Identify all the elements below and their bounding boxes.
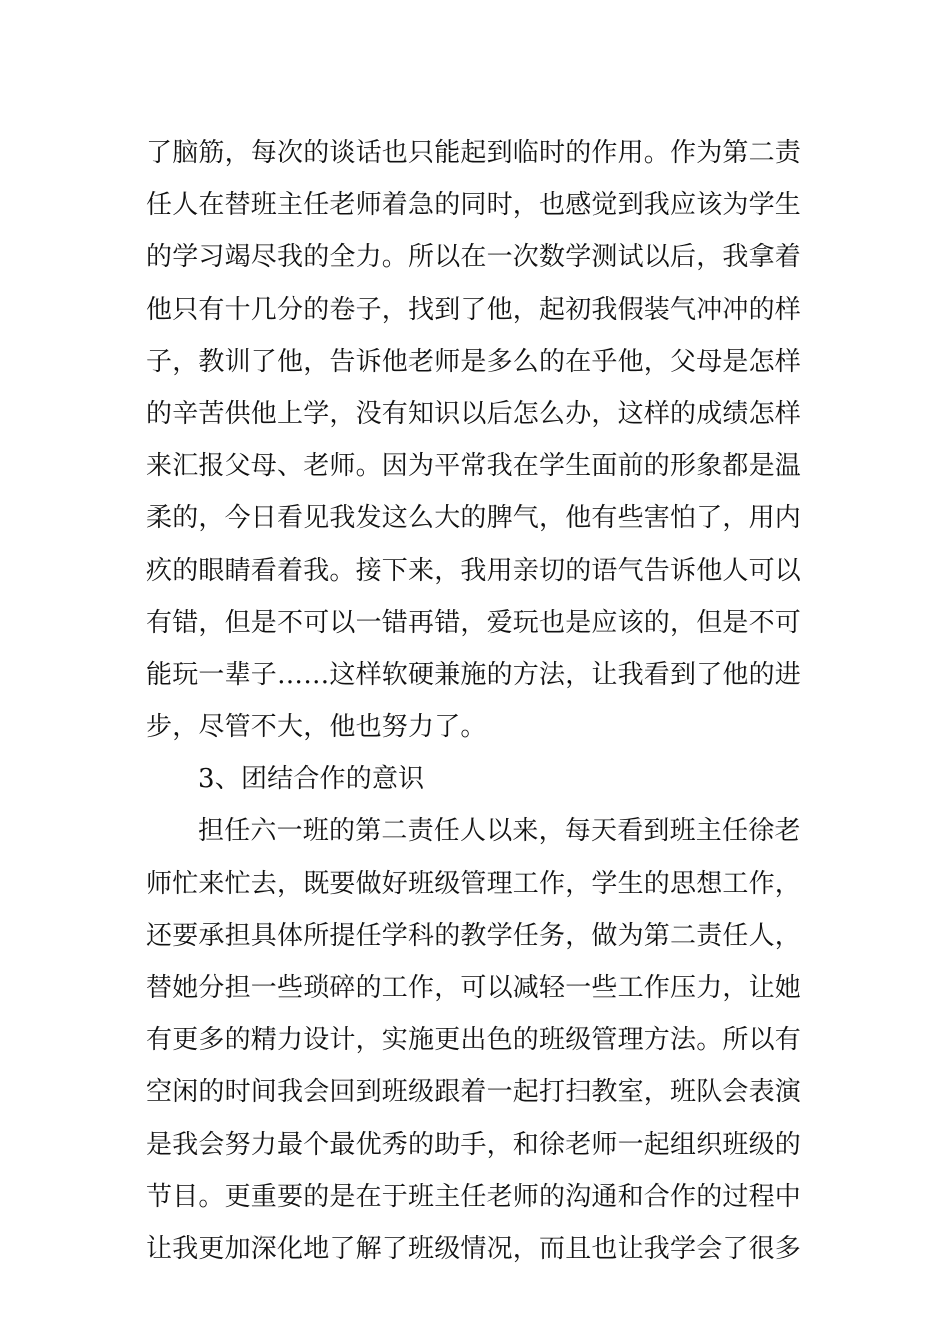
text-line: 让我更加深化地了解了班级情况，而且也让我学会了很多 — [146, 1233, 802, 1264]
section-heading: 3、团结合作的意识 — [198, 764, 425, 795]
text-line: 节目。更重要的是在于班主任老师的沟通和合作的过程中 — [146, 1181, 802, 1212]
text-line: 的辛苦供他上学，没有知识以后怎么办，这样的成绩怎样 — [146, 398, 802, 429]
text-line: 子，教训了他，告诉他老师是多么的在乎他，父母是怎样 — [146, 346, 802, 377]
text-line: 有错，但是不可以一错再错，爱玩也是应该的，但是不可 — [146, 607, 802, 638]
text-line: 空闲的时间我会回到班级跟着一起打扫教室，班队会表演 — [146, 1077, 802, 1108]
text-line: 还要承担具体所提任学科的教学任务，做为第二责任人， — [146, 920, 802, 951]
text-line: 替她分担一些琐碎的工作，可以减轻一些工作压力，让她 — [146, 973, 802, 1003]
text-line: 是我会努力最个最优秀的助手，和徐老师一起组织班级的 — [146, 1129, 802, 1160]
document-body — [146, 127, 811, 1275]
text-line: 步，尽管不大，他也努力了。 — [146, 712, 487, 743]
paragraph-start-line: 担任六一班的第二责任人以来，每天看到班主任徐老 — [198, 816, 801, 847]
text-line: 能玩一辈子……这样软硬兼施的方法，让我看到了他的进 — [146, 659, 802, 690]
text-line: 他只有十几分的卷子，找到了他，起初我假装气冲冲的样 — [146, 294, 802, 325]
text-line: 有更多的精力设计，实施更出色的班级管理方法。所以有 — [146, 1025, 802, 1056]
text-line: 的学习竭尽我的全力。所以在一次数学测试以后，我拿着 — [146, 242, 802, 273]
text-line: 任人在替班主任老师着急的同时，也感觉到我应该为学生 — [146, 190, 802, 221]
text-line: 疚的眼睛看着我。接下来，我用亲切的语气告诉他人可以 — [146, 555, 802, 586]
text-line: 了脑筋，每次的谈话也只能起到临时的作用。作为第二责 — [146, 138, 802, 168]
text-line: 师忙来忙去，既要做好班级管理工作，学生的思想工作， — [146, 868, 802, 899]
text-line: 柔的，今日看见我发这么大的脾气，他有些害怕了，用内 — [146, 503, 802, 534]
text-line: 来汇报父母、老师。因为平常我在学生面前的形象都是温 — [146, 451, 802, 482]
